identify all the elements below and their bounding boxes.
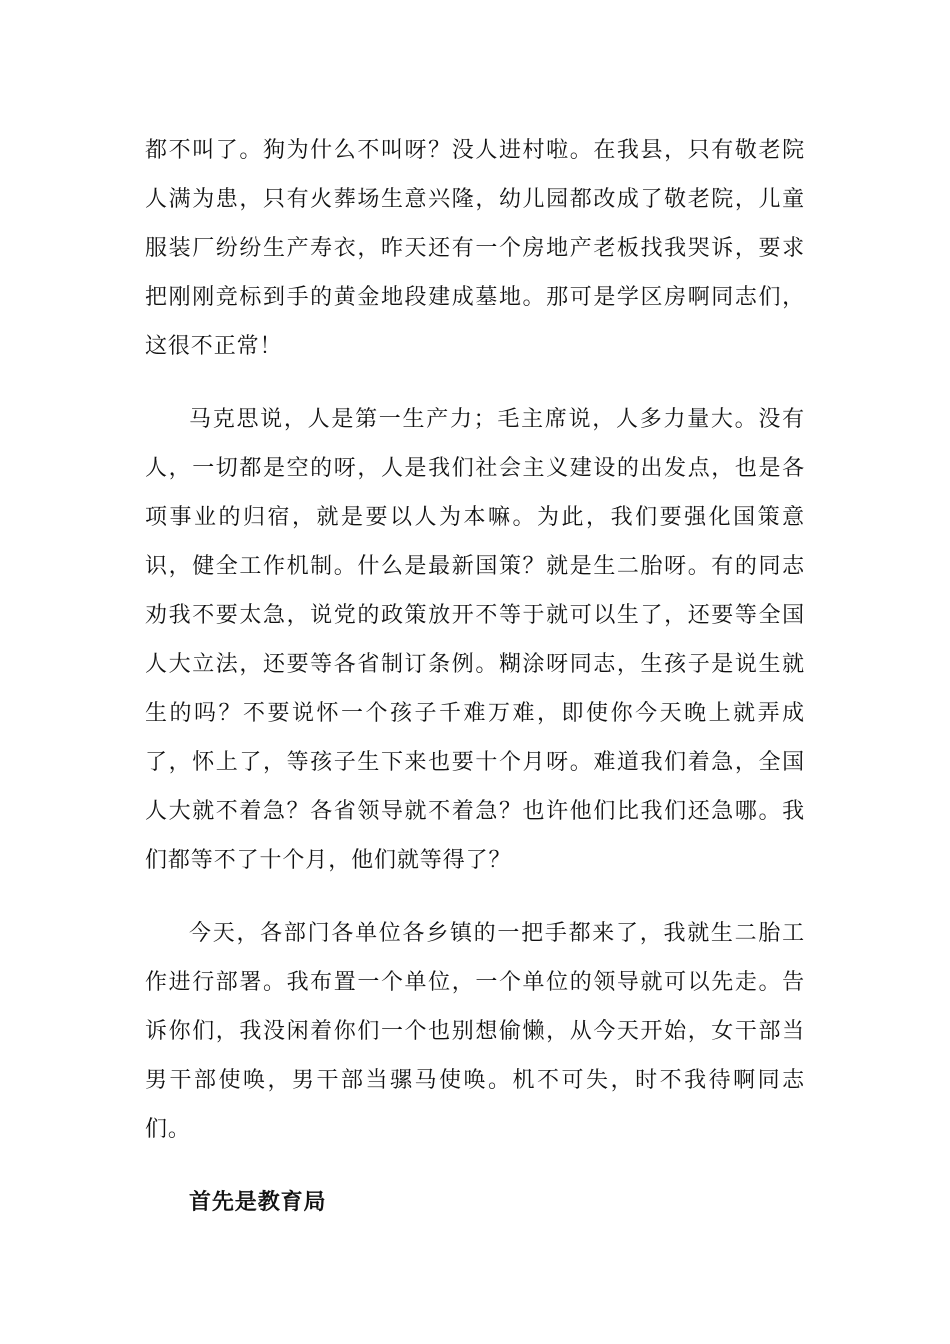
paragraph-1: 都不叫了。狗为什么不叫呀？没人进村啦。在我县，只有敬老院人满为患，只有火葬场生意兴隆，幼儿园都改成了敬老院，儿童服装厂纷纷生产寿衣，昨天还有一个房地产老板找我哭诉，要求把刚刚竞标到手的黄金地段建成墓地。那可是学区房啊同志们，这很不正常！ [145,138,805,359]
document-body [145,126,805,1227]
section-heading: 首先是教育局 [189,1189,327,1215]
paragraph-2: 马克思说，人是第一生产力；毛主席说，人多力量大。没有人，一切都是空的呀，人是我们社会主义建设的出发点，也是各项事业的归宿，就是要以人为本嘛。为此，我们要强化国策意识，健全工作机制。什么是最新国策？就是生二胎呀。有的同志劝我不要太急，说党的政策放开不等于就可以生了，还要等全国人大立法，还要等各省制订条例。糊涂呀同志，生孩子是说生就生的吗？不要说怀一个孩子千难万难，即使你今天晚上就弄成了，怀上了，等孩子生下来也要十个月呀。难道我们着急，全国人大就不着急？各省领导就不着急？也许他们比我们还急哪。我们都等不了十个月，他们就等得了？ [145,407,805,873]
paragraph-3: 今天，各部门各单位各乡镇的一把手都来了，我就生二胎工作进行部署。我布置一个单位，一个单位的领导就可以先走。告诉你们，我没闲着你们一个也别想偷懒，从今天开始，女干部当男干部使唤，男干部当骡马使唤。机不可失，时不我待啊同志们。 [145,921,805,1142]
